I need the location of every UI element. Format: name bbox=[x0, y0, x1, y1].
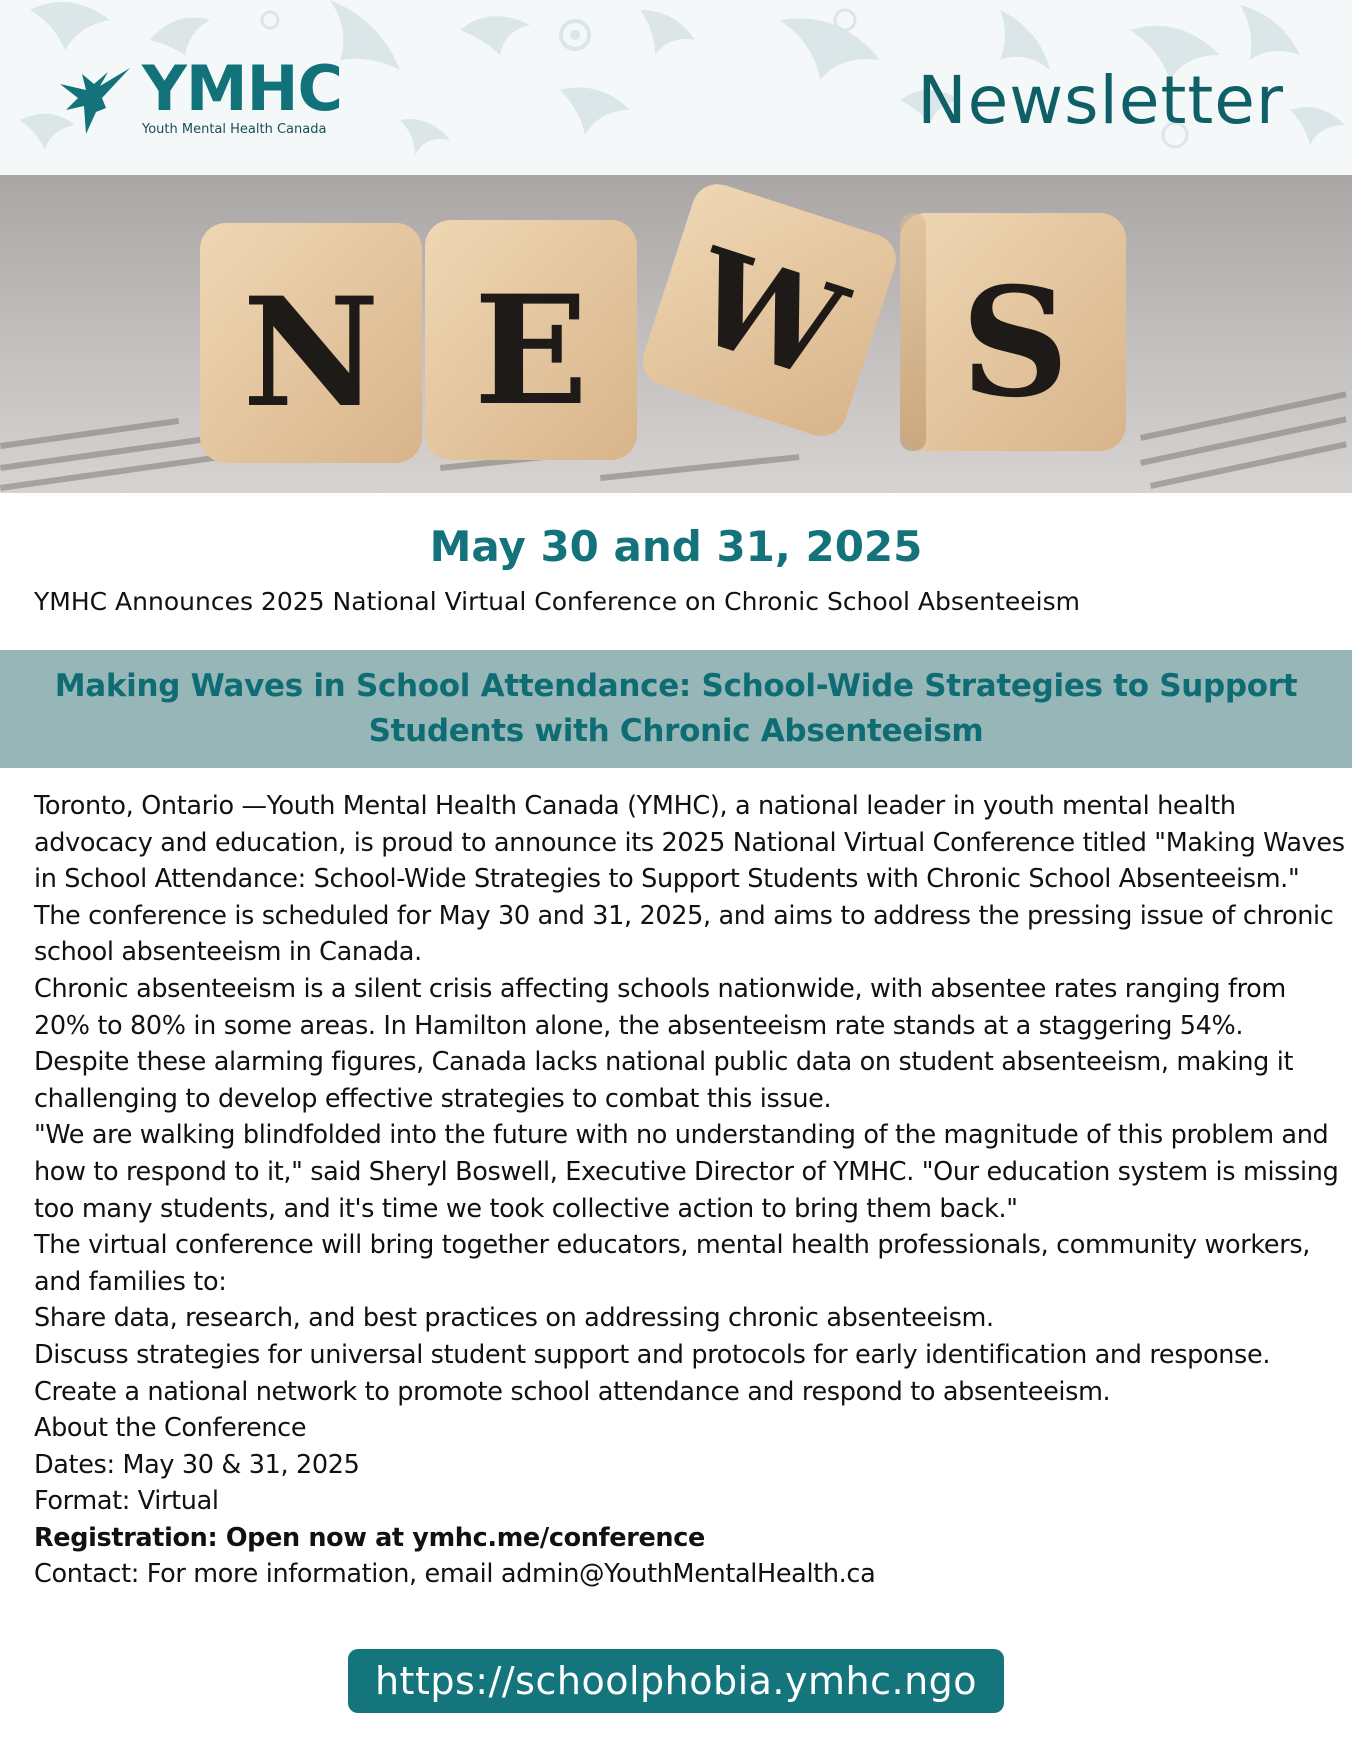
intro-paragraph: Toronto, Ontario —Youth Mental Health Canada (YMHC), a national leader in youth mental health advocacy and education, is proud to announce its 2025 National Virtual Conference titled "Making Waves in School Attendance: School-Wide Strategies to Support Students with Chronic School Absenteeism." The conference is scheduled for May 30 and 31, 2025, and aims to address the pressing issue of chronic school absenteeism in Canada. bbox=[34, 791, 1345, 968]
registration-line[interactable]: Registration: Open now at ymhc.me/conference bbox=[34, 1522, 705, 1553]
about-heading: About the Conference bbox=[34, 1413, 307, 1444]
ymhc-logo bbox=[56, 52, 366, 142]
news-blocks-image bbox=[0, 175, 1352, 493]
dates-line: Dates: May 30 & 31, 2025 bbox=[34, 1449, 360, 1480]
newsletter-header bbox=[0, 0, 1352, 175]
conference-title-banner bbox=[0, 650, 1352, 768]
article-body bbox=[34, 788, 1346, 1593]
website-link-button[interactable]: https://schoolphobia.ymhc.ngo bbox=[348, 1649, 1004, 1713]
goal-item: Share data, research, and best practices on addressing chronic absenteeism. bbox=[34, 1303, 994, 1334]
goal-item: Create a national network to promote school attendance and respond to absenteeism. bbox=[34, 1376, 1111, 1407]
goal-item: Discuss strategies for universal student support and protocols for early identification and response. bbox=[34, 1339, 1271, 1370]
announcement-line: YMHC Announces 2025 National Virtual Conference on Chronic School Absenteeism bbox=[34, 587, 1080, 616]
hero-letter-n: N bbox=[242, 265, 380, 441]
logo-subtitle: Youth Mental Health Canada bbox=[142, 122, 327, 137]
hero-letter-s: S bbox=[960, 255, 1070, 431]
contact-line[interactable]: Contact: For more information, email admin@YouthMentalHealth.ca bbox=[34, 1559, 876, 1590]
bird-logo-icon bbox=[56, 64, 132, 136]
hero-letter-w: W bbox=[674, 219, 862, 410]
conference-title: Making Waves in School Attendance: School-Wide Strategies to Support Students with Chronic Absenteeism bbox=[54, 668, 1298, 749]
conference-purpose: The virtual conference will bring together educators, mental health professionals, community workers, and families to: bbox=[34, 1230, 1311, 1297]
crisis-paragraph: Chronic absenteeism is a silent crisis affecting schools nationwide, with absentee rates ranging from 20% to 80% in some areas. In Hamilton alone, the absenteeism rate stands at a staggering 54%. Despite these alarming figures, Canada lacks national public data on student absenteeism, making it challenging to develop effective strategies to combat this issue. bbox=[34, 973, 1294, 1114]
newsletter-title: Newsletter bbox=[917, 62, 1284, 139]
quote-paragraph: "We are walking blindfolded into the future with no understanding of the magnitude of this problem and how to respond to it," said Sheryl Boswell, Executive Director of YMHC. "Our education system is missing too many students, and it's time we took collective action to bring them back." bbox=[34, 1120, 1339, 1224]
format-line: Format: Virtual bbox=[34, 1486, 219, 1517]
hero-letter-e: E bbox=[473, 263, 589, 439]
event-date: May 30 and 31, 2025 bbox=[429, 522, 923, 571]
logo-wordmark: YMHC bbox=[142, 52, 342, 125]
